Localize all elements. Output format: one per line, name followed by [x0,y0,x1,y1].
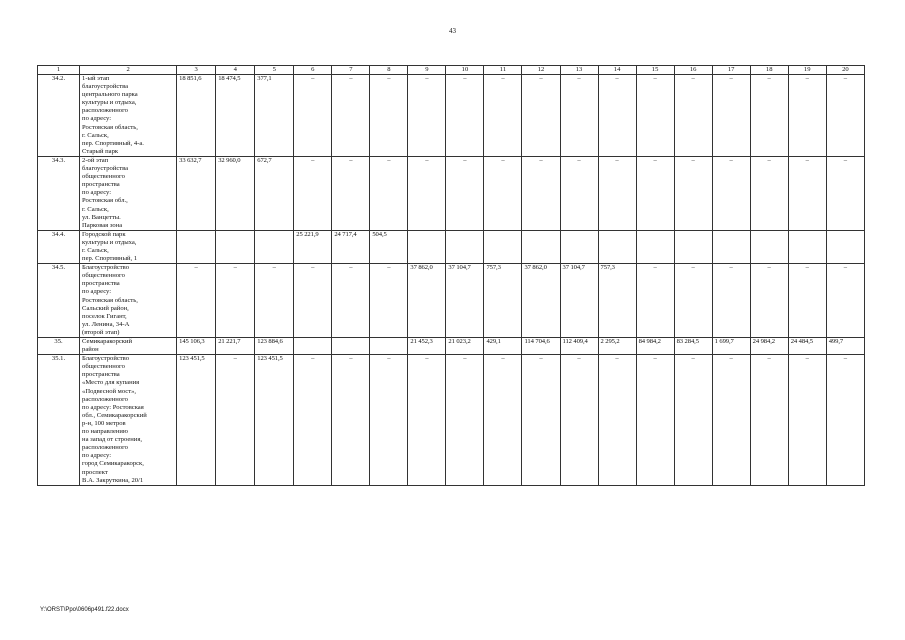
value-cell: – [674,75,712,157]
value-cell: 123 451,5 [255,355,294,486]
value-cell: 499,7 [826,338,864,355]
row-number-cell: 34.5. [38,264,80,338]
column-header: 11 [484,66,522,75]
row-number-cell: 34.3. [38,156,80,230]
value-cell: 1 699,7 [712,338,750,355]
value-cell: – [294,264,332,338]
value-cell [408,230,446,263]
value-cell: – [177,264,216,338]
value-cell: – [408,355,446,486]
value-cell: – [712,264,750,338]
value-cell: – [522,355,560,486]
value-cell: 21 023,2 [446,338,484,355]
value-cell: – [636,355,674,486]
value-cell [255,230,294,263]
value-cell: – [522,75,560,157]
table-row [38,156,865,230]
value-cell: – [636,264,674,338]
value-cell: – [750,264,788,338]
value-cell: – [826,156,864,230]
value-cell: 112 409,4 [560,338,598,355]
value-cell: 24 717,4 [332,230,370,263]
value-cell: – [408,156,446,230]
column-header: 19 [788,66,826,75]
row-number-cell: 34.2. [38,75,80,157]
object-description-cell: Благоустройство общественного пространства «Место для купания «Подвесной мост», расположенного по адресу: Ростовская обл., Семикаракорский р-н, 100 метров по направлению на запад от строения, расположенного по адресу: город Семикаракорск, проспект В.А. Закруткина, 20/1 [80,355,177,486]
value-cell: 123 451,5 [177,355,216,486]
value-cell: – [332,75,370,157]
value-cell: – [712,355,750,486]
value-cell [370,338,408,355]
column-header: 2 [80,66,177,75]
value-cell: – [370,75,408,157]
column-header: 1 [38,66,80,75]
value-cell: – [294,156,332,230]
value-cell: 32 960,0 [216,156,255,230]
value-cell: – [446,75,484,157]
value-cell [636,230,674,263]
value-cell: – [674,156,712,230]
value-cell [294,338,332,355]
value-cell: – [598,156,636,230]
value-cell: 18 851,6 [177,75,216,157]
value-cell: 504,5 [370,230,408,263]
value-cell [484,230,522,263]
object-description-cell: Семикаракорский район [80,338,177,355]
object-description-cell: 1-ый этап благоустройства центрального парка культуры и отдыха, расположенного по адресу: Ростовская область, г. Сальск, пер. Спортивный, 4-а. Старый парк [80,75,177,157]
value-cell: – [332,355,370,486]
financing-table [37,65,865,486]
value-cell: – [370,264,408,338]
value-cell: – [332,156,370,230]
value-cell: 757,3 [598,264,636,338]
value-cell: 33 632,7 [177,156,216,230]
value-cell [216,230,255,263]
value-cell: – [712,156,750,230]
value-cell [674,230,712,263]
value-cell [332,338,370,355]
value-cell: 377,1 [255,75,294,157]
value-cell: – [674,264,712,338]
row-number-cell: 34.4. [38,230,80,263]
value-cell: 37 862,0 [408,264,446,338]
value-cell: – [788,156,826,230]
value-cell: 18 474,5 [216,75,255,157]
value-cell: 672,7 [255,156,294,230]
value-cell [826,230,864,263]
page-number: 43 [449,27,456,35]
header-row [38,66,865,75]
value-cell [750,230,788,263]
table-row [38,338,865,355]
value-cell: – [294,355,332,486]
value-cell: 24 984,2 [750,338,788,355]
value-cell: 84 984,2 [636,338,674,355]
value-cell: 37 104,7 [446,264,484,338]
object-description-cell: Городской парк культуры и отдыха, г. Сальск, пер. Спортивный, 1 [80,230,177,263]
row-number-cell: 35. [38,338,80,355]
value-cell: – [674,355,712,486]
column-header: 9 [408,66,446,75]
table-row [38,355,865,486]
value-cell: 37 104,7 [560,264,598,338]
value-cell: 145 106,3 [177,338,216,355]
value-cell: – [255,264,294,338]
value-cell: – [560,75,598,157]
column-header: 4 [216,66,255,75]
value-cell: 37 862,0 [522,264,560,338]
table-row [38,230,865,263]
table-row [38,75,865,157]
value-cell: – [484,75,522,157]
value-cell: 24 484,5 [788,338,826,355]
value-cell: 25 221,9 [294,230,332,263]
table-row [38,264,865,338]
column-header: 5 [255,66,294,75]
value-cell [712,230,750,263]
value-cell: – [446,156,484,230]
value-cell: – [636,156,674,230]
value-cell: – [370,355,408,486]
value-cell [598,230,636,263]
object-description-cell: 2-ой этап благоустройства общественного пространства по адресу: Ростовская обл., г. Сальск, ул. Ванцетты. Парковая зона [80,156,177,230]
value-cell: – [484,156,522,230]
column-header: 14 [598,66,636,75]
column-header: 8 [370,66,408,75]
value-cell: – [522,156,560,230]
column-header: 18 [750,66,788,75]
value-cell: – [750,156,788,230]
object-description-cell: Благоустройство общественного пространства по адресу: Ростовская область, Сальский район, поселок Гигант, ул. Ленина, 34-А (второй этап) [80,264,177,338]
value-cell [522,230,560,263]
value-cell: – [826,355,864,486]
value-cell: – [216,355,255,486]
value-cell: 21 221,7 [216,338,255,355]
column-header: 17 [712,66,750,75]
value-cell [446,230,484,263]
column-header: 6 [294,66,332,75]
value-cell: 2 295,2 [598,338,636,355]
value-cell: – [408,75,446,157]
value-cell: 21 452,3 [408,338,446,355]
value-cell: – [216,264,255,338]
value-cell: – [370,156,408,230]
value-cell: – [446,355,484,486]
column-header: 16 [674,66,712,75]
column-header: 10 [446,66,484,75]
value-cell: – [750,75,788,157]
file-path-footer: Y:\ORST\Ppo\0606p491.f22.docx [40,607,129,613]
value-cell: – [826,75,864,157]
column-header: 7 [332,66,370,75]
value-cell: – [560,156,598,230]
column-header: 15 [636,66,674,75]
value-cell: – [598,75,636,157]
value-cell [177,230,216,263]
row-number-cell: 35.1. [38,355,80,486]
value-cell [788,230,826,263]
value-cell: – [484,355,522,486]
column-header: 3 [177,66,216,75]
value-cell: – [636,75,674,157]
value-cell: – [332,264,370,338]
value-cell: 757,3 [484,264,522,338]
value-cell: – [826,264,864,338]
value-cell: – [712,75,750,157]
value-cell: – [750,355,788,486]
value-cell: 123 884,6 [255,338,294,355]
column-header: 20 [826,66,864,75]
value-cell: – [788,264,826,338]
value-cell [560,230,598,263]
value-cell: – [788,75,826,157]
value-cell: – [598,355,636,486]
column-header: 13 [560,66,598,75]
value-cell: – [294,75,332,157]
value-cell: 83 284,5 [674,338,712,355]
value-cell: – [560,355,598,486]
value-cell: 429,1 [484,338,522,355]
value-cell: 114 704,6 [522,338,560,355]
value-cell: – [788,355,826,486]
column-header: 12 [522,66,560,75]
table-body [38,75,865,486]
